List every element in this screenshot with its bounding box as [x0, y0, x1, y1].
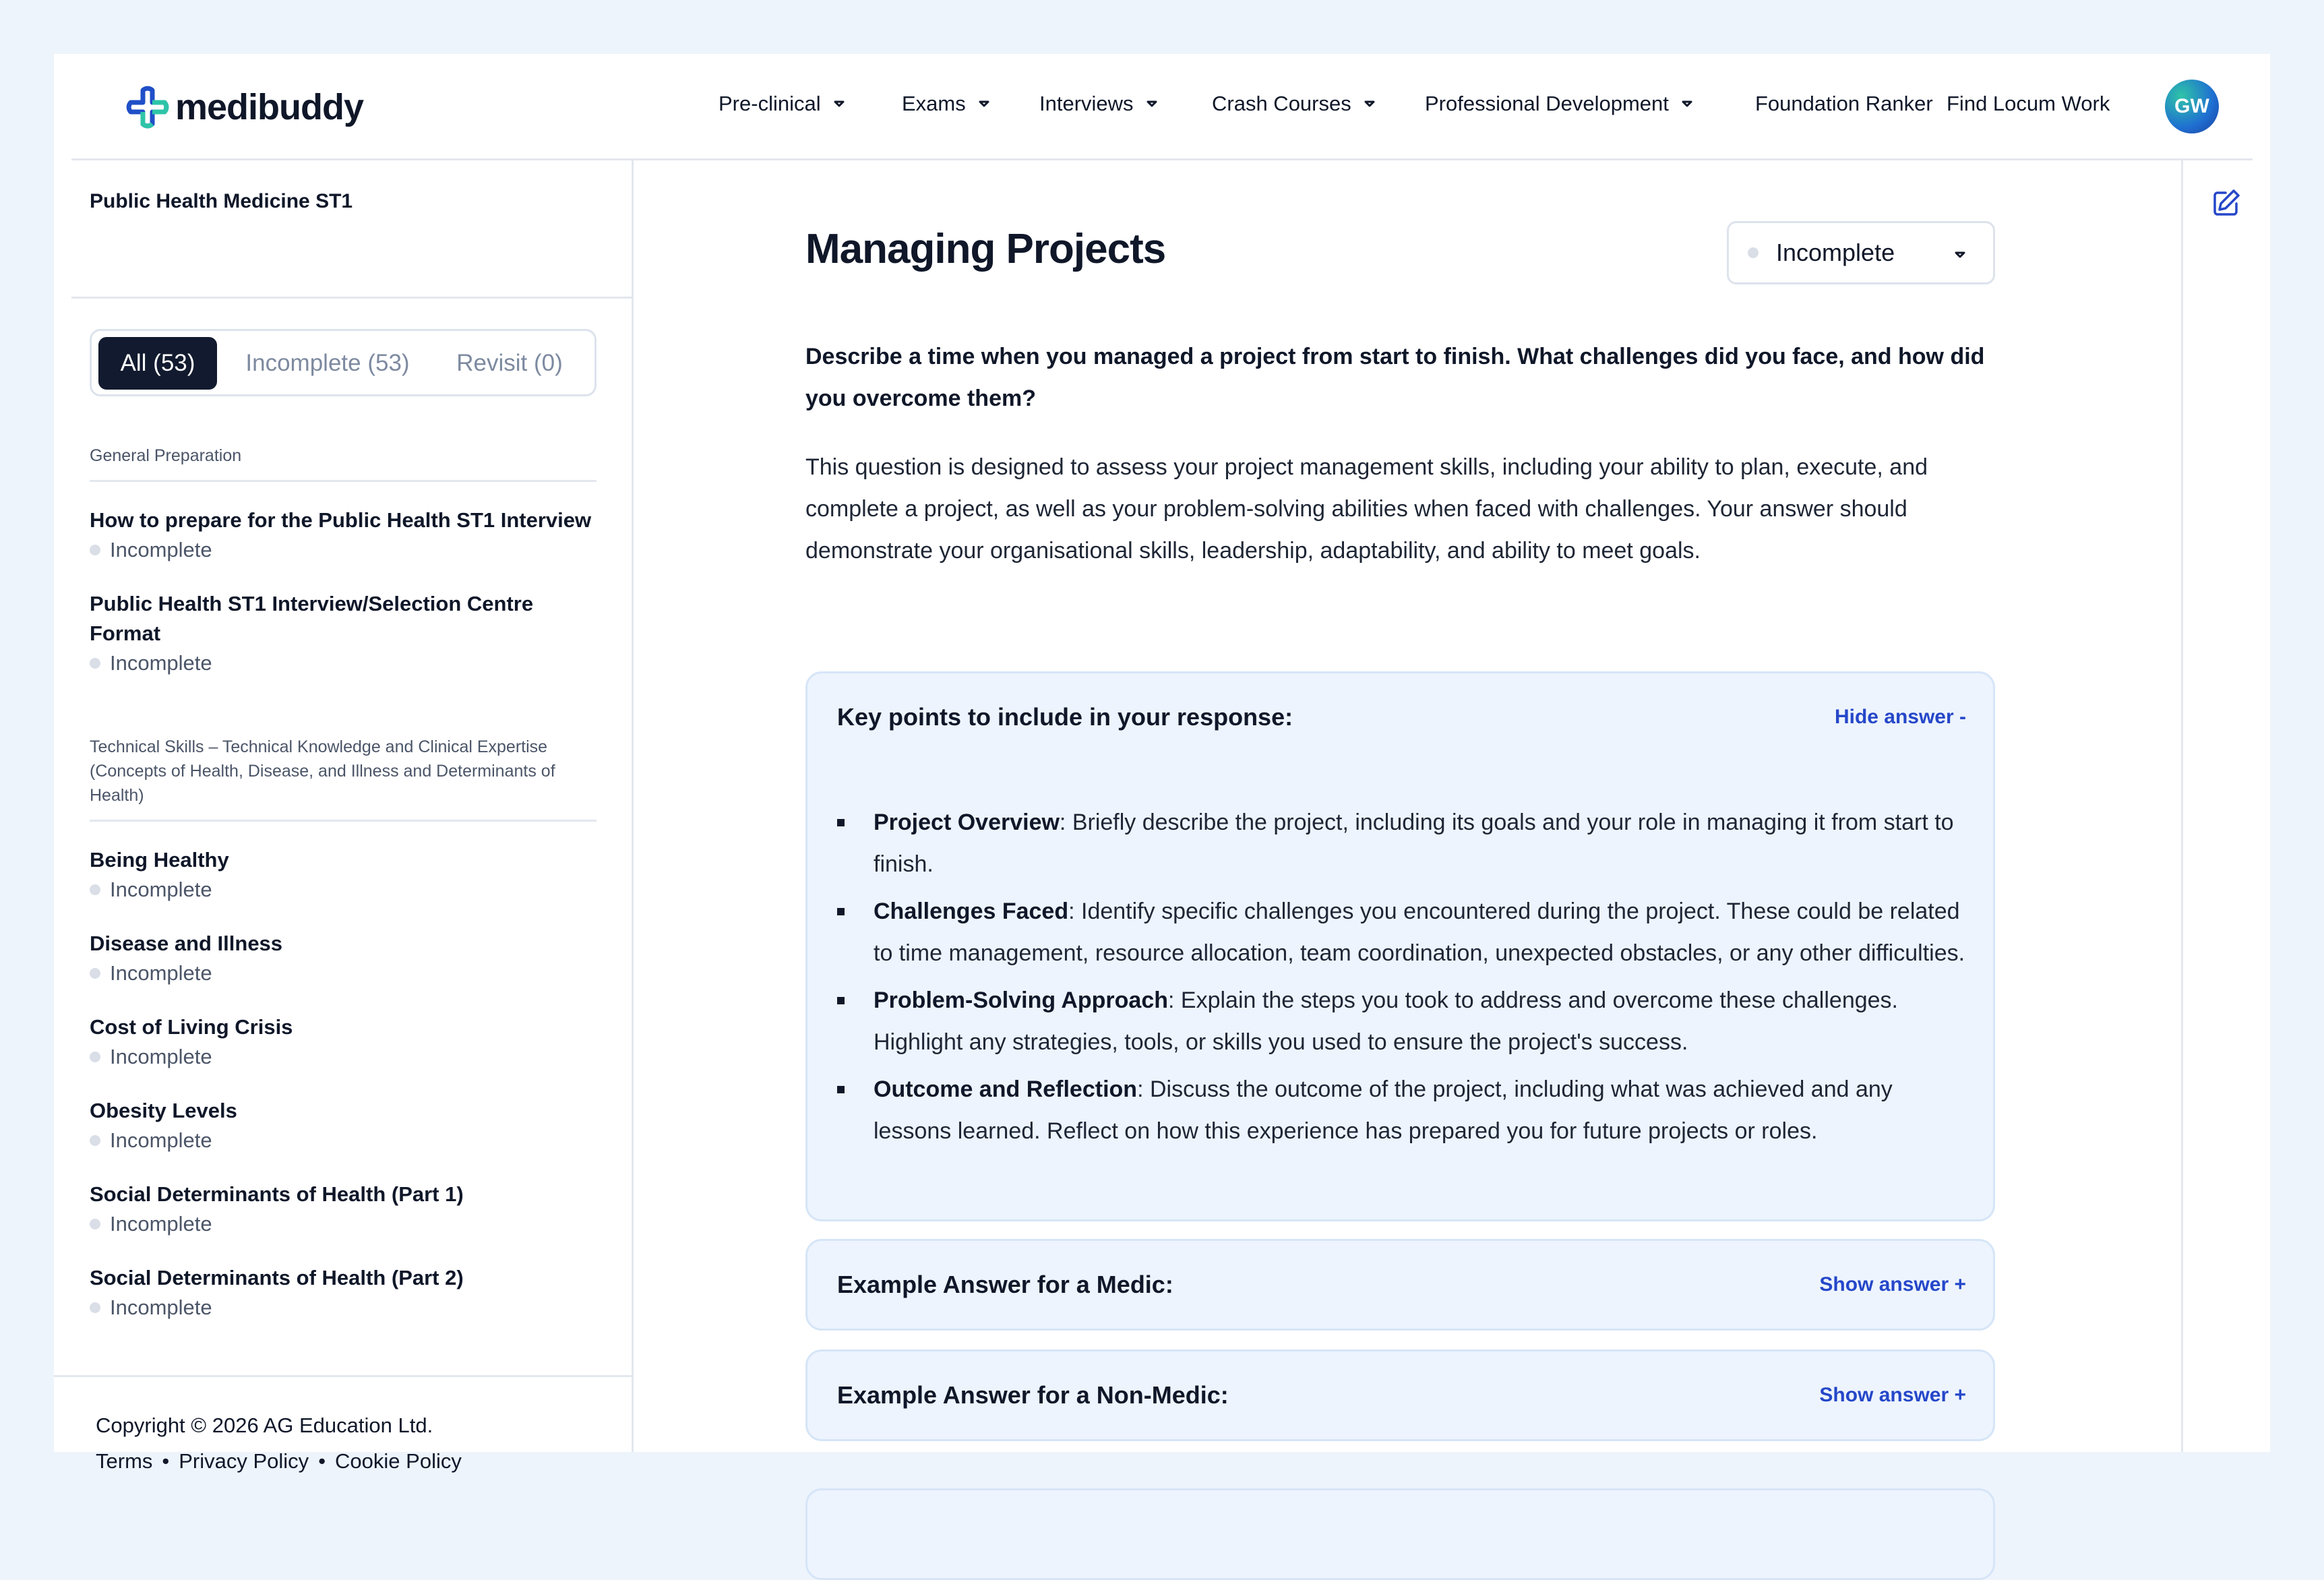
- medic-answer-panel[interactable]: [805, 1239, 1995, 1331]
- status-text: Incomplete: [110, 878, 212, 901]
- panel-title: Example Answer for a Medic:: [837, 1271, 1173, 1298]
- sidebar-item-disease-illness[interactable]: [90, 929, 602, 988]
- sidebar-item-obesity[interactable]: [90, 1096, 602, 1155]
- edit-notes-icon[interactable]: [2211, 187, 2242, 218]
- non-medic-answer-panel[interactable]: [805, 1349, 1995, 1441]
- hide-answer-button[interactable]: Hide answer -: [1834, 706, 1966, 728]
- status-text: Incomplete: [110, 538, 212, 561]
- divider: [90, 480, 597, 482]
- status-dot-icon: [1748, 247, 1759, 258]
- key-points-panel: [805, 671, 1995, 1221]
- point-text: : Identify specific challenges you encountered during the project. These could be related to time management, resource allocation, team coordination, unexpected obstacles, or any other difficulties.: [874, 899, 1965, 966]
- status-badge: [90, 875, 602, 905]
- nav-find-locum-work[interactable]: [1947, 92, 2110, 116]
- footer: [96, 1407, 462, 1479]
- panel-header: [837, 1351, 1966, 1439]
- point-text: : Discuss the outcome of the project, including what was achieved and any lessons learned. Reflect on how this experience has prepared you for future projects or roles.: [874, 1076, 1893, 1144]
- next-answer-panel[interactable]: [805, 1488, 1995, 1580]
- point-text: : Briefly describe the project, including its goals and your role in managing it from start to finish.: [874, 810, 1954, 877]
- nav-exams[interactable]: [902, 92, 991, 116]
- nav-pre-clinical[interactable]: [718, 92, 847, 116]
- nav-foundation-ranker[interactable]: [1755, 92, 1933, 116]
- status-dot-icon: [90, 968, 100, 979]
- cookie-policy-link[interactable]: Cookie Policy: [335, 1449, 462, 1473]
- divider: [54, 1375, 634, 1377]
- sidebar-item-title: Social Determinants of Health (Part 2): [90, 1266, 464, 1289]
- filter-incomplete[interactable]: Incomplete (53): [245, 350, 410, 376]
- point-text: : Explain the steps you took to address and overcome these challenges. Highlight any strategies, tools, or skills you used to ensure the project's success.: [874, 988, 1899, 1055]
- nav-label: Crash Courses: [1212, 92, 1351, 115]
- sidebar-item-title: Being Healthy: [90, 848, 229, 872]
- nav-label: Professional Development: [1425, 92, 1669, 115]
- right-rail-divider: [2181, 160, 2183, 1452]
- list-item: [837, 979, 1969, 1063]
- sidebar-item-prepare[interactable]: [90, 506, 602, 565]
- divider: [90, 820, 597, 822]
- status-dot-icon: [90, 1219, 100, 1229]
- sidebar-item-cost-of-living[interactable]: [90, 1012, 602, 1072]
- avatar[interactable]: GW: [2165, 80, 2219, 133]
- sidebar-item-title: Public Health ST1 Interview/Selection Centre Format: [90, 592, 534, 645]
- page-title: Managing Projects: [805, 226, 1166, 272]
- question-text: Describe a time when you managed a project from start to finish. What challenges did you face, and how did you overcome them?: [805, 344, 1985, 411]
- terms-link[interactable]: Terms: [96, 1449, 153, 1473]
- status-select[interactable]: [1727, 221, 1995, 284]
- status-text: Incomplete: [110, 651, 212, 675]
- nav-label: Interviews: [1039, 92, 1134, 115]
- separator: •: [318, 1449, 326, 1473]
- chevron-down-icon: [1144, 96, 1159, 111]
- panel-header: [837, 673, 1966, 761]
- sidebar-title: Public Health Medicine ST1: [90, 190, 353, 212]
- status-select-value: Incomplete: [1776, 239, 1895, 266]
- show-answer-button[interactable]: Show answer +: [1819, 1384, 1966, 1406]
- status-dot-icon: [90, 1052, 100, 1062]
- key-points-list: [837, 801, 1969, 1157]
- list-item: [837, 890, 1969, 974]
- top-header: [71, 54, 2253, 160]
- sidebar-item-title: Cost of Living Crisis: [90, 1015, 293, 1039]
- status-text: Incomplete: [110, 1296, 212, 1319]
- sidebar-item-title: How to prepare for the Public Health ST1 Interview: [90, 508, 592, 532]
- status-badge: [90, 1209, 602, 1239]
- sidebar-item-social-determinants-1[interactable]: [90, 1180, 602, 1239]
- section-label-general: General Preparation: [90, 446, 242, 465]
- status-badge: [90, 535, 602, 565]
- status-badge: [90, 1042, 602, 1072]
- panel-header: [837, 1241, 1966, 1329]
- status-dot-icon: [90, 1135, 100, 1146]
- point-term: Outcome and Reflection: [874, 1076, 1138, 1102]
- nav-label: Find Locum Work: [1947, 92, 2110, 115]
- status-dot-icon: [90, 1302, 100, 1313]
- nav-crash-courses[interactable]: [1212, 92, 1377, 116]
- privacy-policy-link[interactable]: Privacy Policy: [179, 1449, 309, 1473]
- brand-name: medibuddy: [175, 87, 364, 127]
- sidebar-item-social-determinants-2[interactable]: [90, 1263, 602, 1323]
- chevron-down-icon: [977, 96, 991, 111]
- chevron-down-icon: [832, 96, 847, 111]
- status-badge: [90, 1126, 602, 1155]
- panel-title: Key points to include in your response:: [837, 703, 1293, 731]
- filter-revisit[interactable]: Revisit (0): [456, 350, 563, 376]
- status-text: Incomplete: [110, 1045, 212, 1068]
- status-text: Incomplete: [110, 1128, 212, 1152]
- status-dot-icon: [90, 658, 100, 669]
- point-term: Project Overview: [874, 810, 1060, 835]
- question-intro: This question is designed to assess your project management skills, including your ability to plan, execute, and complete a project, as well as your problem-solving abilities when faced with challenges. Your answer should demonstrate your organisational skills, leadership, adaptability, and ability to meet goals.: [805, 454, 1928, 564]
- filter-segmented-control: [90, 329, 597, 396]
- status-badge: [90, 959, 602, 988]
- status-text: Incomplete: [110, 1212, 212, 1236]
- status-dot-icon: [90, 884, 100, 895]
- footer-links: [96, 1443, 462, 1479]
- list-item: [837, 801, 1969, 885]
- sidebar-item-title: Obesity Levels: [90, 1099, 237, 1122]
- nav-label: Exams: [902, 92, 966, 115]
- brand-logo[interactable]: [124, 84, 363, 131]
- nav-label: Foundation Ranker: [1755, 92, 1933, 115]
- filter-all[interactable]: All (53): [98, 337, 217, 390]
- sidebar-item-being-healthy[interactable]: [90, 845, 602, 905]
- nav-professional-development[interactable]: [1425, 92, 1694, 116]
- show-answer-button[interactable]: Show answer +: [1819, 1273, 1966, 1296]
- separator: •: [162, 1449, 170, 1473]
- divider: [71, 297, 634, 299]
- point-term: Problem-Solving Approach: [874, 988, 1169, 1013]
- copyright: Copyright © 2026 AG Education Ltd.: [96, 1414, 433, 1437]
- status-badge: [90, 1293, 602, 1323]
- status-dot-icon: [90, 545, 100, 555]
- section-label-technical: Technical Skills – Technical Knowledge and Clinical Expertise (Concepts of Health, Disease, and Illness and Determinants of Health): [90, 737, 555, 805]
- list-item: [837, 1068, 1969, 1152]
- sidebar-item-title: Social Determinants of Health (Part 1): [90, 1182, 464, 1206]
- sidebar-item-title: Disease and Illness: [90, 932, 283, 955]
- sidebar: [54, 160, 634, 1473]
- sidebar-item-format[interactable]: [90, 589, 575, 678]
- medibuddy-logo-icon: [124, 84, 171, 131]
- chevron-down-icon: [1953, 247, 1967, 262]
- chevron-down-icon: [1680, 96, 1694, 111]
- status-text: Incomplete: [110, 961, 212, 985]
- app-window: [54, 54, 2270, 1473]
- status-badge: [90, 648, 575, 678]
- nav-label: Pre-clinical: [718, 92, 821, 115]
- nav-interviews[interactable]: [1039, 92, 1159, 116]
- point-term: Challenges Faced: [874, 899, 1069, 924]
- chevron-down-icon: [1362, 96, 1377, 111]
- panel-title: Example Answer for a Non-Medic:: [837, 1381, 1229, 1409]
